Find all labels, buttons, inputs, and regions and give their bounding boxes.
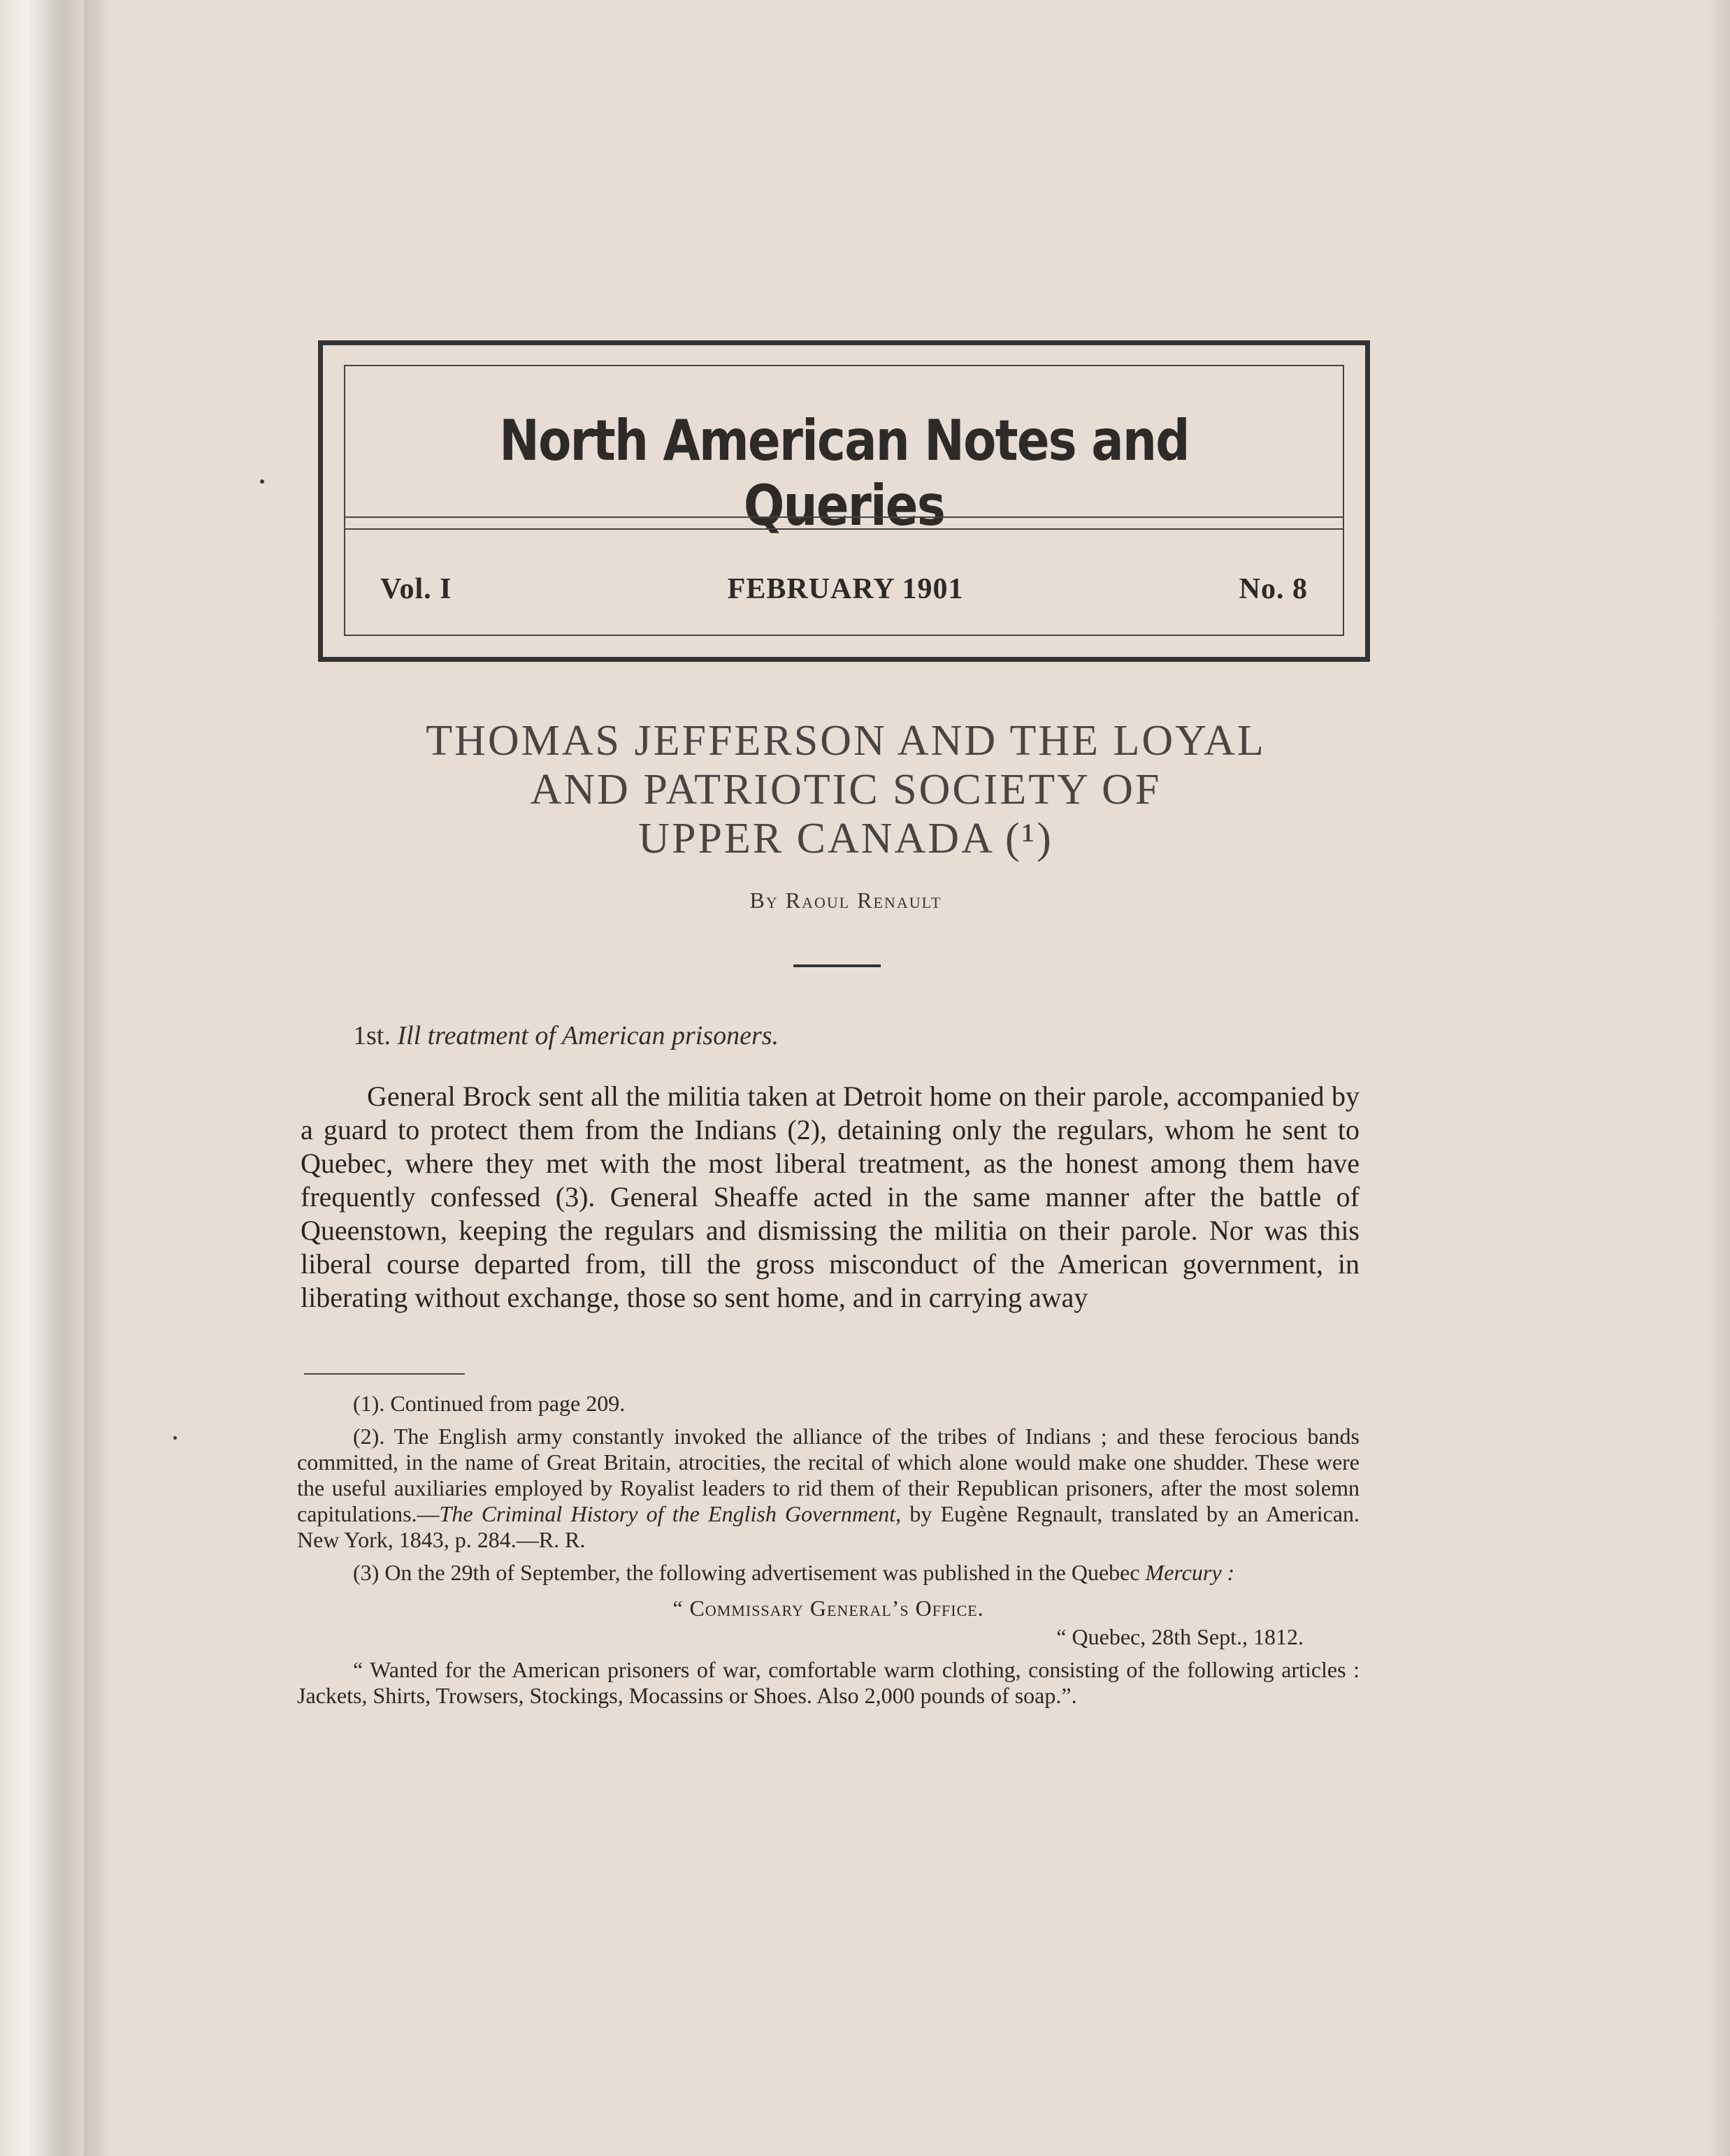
title-rule: [793, 964, 881, 967]
issue-number: No. 8: [1239, 573, 1308, 605]
masthead-rule: [345, 516, 1343, 518]
footnote-3-newspaper: Mercury :: [1145, 1560, 1235, 1585]
footnote-3: [297, 1560, 1360, 1586]
article-title-line: UPPER CANADA (¹): [638, 815, 1053, 862]
footnote-1: (1). Continued from page 209.: [353, 1391, 626, 1416]
footnote-2-tail: by Eugène Regnault, translated by an American. New York, 1843, p. 284.—R. R.: [297, 1501, 1360, 1552]
issue-date: FEBRUARY 1901: [727, 573, 964, 605]
print-speck: [260, 479, 264, 484]
section-number: 1st.: [353, 1021, 391, 1050]
footnote-2: [297, 1424, 1360, 1553]
notice-date: “ Quebec, 28th Sept., 1812.: [1056, 1624, 1304, 1649]
masthead-inner-frame: [344, 365, 1344, 636]
print-speck: [173, 1436, 177, 1440]
journal-title: North American Notes and Queries: [499, 408, 1189, 538]
page: [84, 0, 1730, 2156]
book-binding: [0, 0, 84, 2156]
article-title-line: AND PATRIOTIC SOCIETY OF: [530, 766, 1162, 813]
notice-body: “ Wanted for the American prisoners of war, comfortable warm clothing, consisting of the following articles : Jackets, Shirts, Trowsers, Stockings, Mocassins or Shoes. Also 2,000 pounds of soap.”.: [297, 1657, 1360, 1708]
section-title: Ill treatment of American prisoners.: [397, 1021, 779, 1050]
article-title: [294, 716, 1398, 863]
footnote-rule: [304, 1373, 465, 1375]
footnote-3-text: (3) On the 29th of September, the following advertisement was published in the Quebec: [353, 1560, 1146, 1585]
issue-info: [380, 572, 1308, 606]
gutter-shadow: [84, 0, 112, 2156]
section-heading: [353, 1020, 779, 1051]
volume: Vol. I: [380, 573, 452, 605]
notice-heading: “ Commissary General’s Office.: [672, 1596, 984, 1621]
masthead: [318, 340, 1370, 662]
article-title-line: THOMAS JEFFERSON AND THE LOYAL: [426, 717, 1266, 765]
footnote-2-text: (2). The English army constantly invoked the alliance of the tribes of Indians ; and these ferocious bands committed, in the name of Great Britain, atrocities, the recital of which alone would make one shudder. These were the useful auxiliaries employed by Royalist leaders to rid them of their Republican prisoners, after the most solemn capitulations.—: [297, 1424, 1360, 1526]
body-paragraph: General Brock sent all the militia taken at Detroit home on their parole, accompanied by a guard to protect them from the Indians (2), detaining only the regulars, whom he sent to Quebec, where they met with the most liberal treatment, as the honest among them have frequently confessed (3). General Sheaffe acted in the same manner after the battle of Queenstown, keeping the regulars and dismissing the militia on their parole. Nor was this liberal course departed from, till the gross misconduct of the American government, in liberating without exchange, those so sent home, and in carrying away: [301, 1080, 1360, 1313]
byline: By Raoul Renault: [749, 888, 942, 913]
masthead-rule: [345, 528, 1343, 530]
footnotes: [297, 1391, 1360, 1716]
footnote-2-citation: The Criminal History of the English Government,: [439, 1501, 902, 1526]
page-edge: [1709, 0, 1730, 2156]
